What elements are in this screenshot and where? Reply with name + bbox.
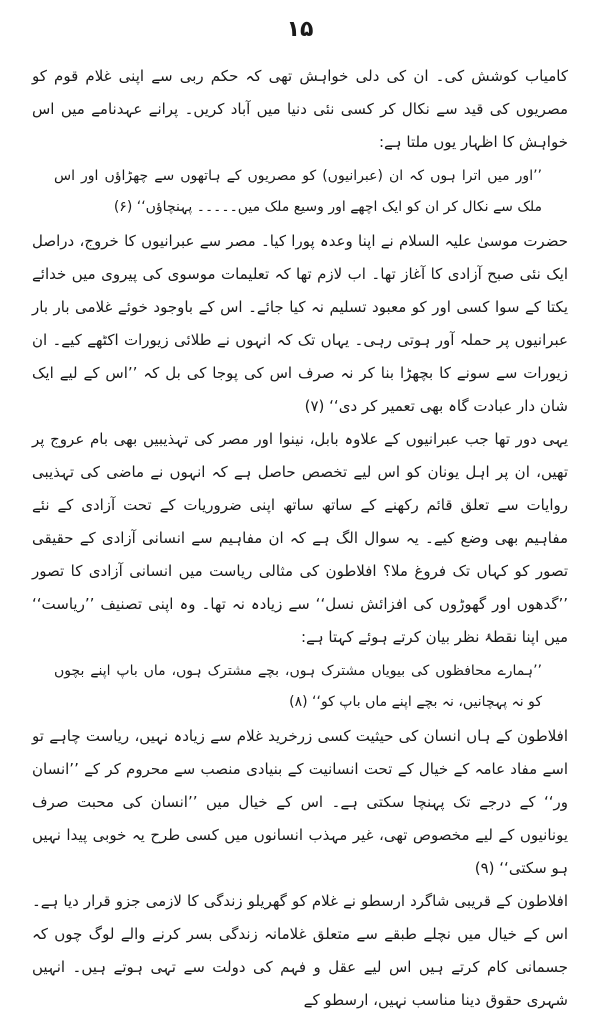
paragraph-greek-civilization: یہی دور تھا جب عبرانیوں کے علاوہ بابل، نینوا اور مصر کی تہذیبیں بھی بام عروج پر تھیں، ان پر اہل یونان کو اس لیے تخصص حاصل ہے کہ انہوں نے ماضی کی تہذیبی روایات سے تعلق قائم رکھنے کے ساتھ ساتھ اپنی ضروریات کے تحت آزادی کے نئے مفاہیم بھی وضع کیے۔ یہ سوال الگ ہے کہ ان مفاہیم سے انسانی آزادی کے حقیقی تصور کو کہاں تک فروغ ملا؟ افلاطون کی مثالی ریاست میں انسانی آزادی کا تصور ’’گدھوں اور گھوڑوں کی افزائش نسل‘‘ سے زیادہ نہ تھا۔ وہ اپنی تصنیف ’’ریاست‘‘ میں اپنا نقطۂ نظر بیان کرتے ہوئے کہتا ہے: [32, 430, 568, 646]
paragraph-moses-wish: کامیاب کوشش کی۔ ان کی دلی خواہش تھی کہ حکم ربی سے اپنی غلام قوم کو مصریوں کی قید سے نکال کر کسی نئی دنیا میں آباد کریں۔ پرانے عہدنامے میں اس خواہش کا اظہار یوں ملتا ہے: [32, 67, 568, 151]
paragraph-exodus: حضرت موسیٰ علیہ السلام نے اپنا وعدہ پورا کیا۔ مصر سے عبرانیوں کا خروج، دراصل ایک نئی صبح آزادی کا آغاز تھا۔ اب لازم تھا کہ تعلیمات موسوی کی پیروی میں خدائے یکتا کے سوا کسی اور کو معبود تسلیم نہ کیا جائے۔ اس کے باوجود خوئے غلامی بار بار عبرانیوں پر حملہ آور ہوتی رہی۔ یہاں تک کہ انہوں نے طلائی زیورات اکٹھے کیے۔ ان زیورات سے سونے کا بچھڑا بنا کر نہ صرف اس کی پوجا کی بل کہ ’’اس کے لیے ایک شان دار عبادت گاہ بھی تعمیر کر دی‘‘ (۷) [32, 232, 568, 415]
paragraph-plato-slavery: افلاطون کے ہاں انسان کی حیثیت کسی زرخرید غلام سے زیادہ نہیں، ریاست چاہے تو اسے مفاد عامہ کے خیال کے تحت انسانیت کے بنیادی منصب سے محروم کر کے ’’انسان ور‘‘ کے درجے تک پہنچا سکتی ہے۔ اس کے خیال میں ’’انسان کی محبت صرف یونانیوں کے لیے مخصوص تھی، غیر مہذب انسانوں میں کسی طرح یہ خوبی پیدا نہیں ہو سکتی‘‘ (۹) [32, 727, 568, 877]
page-number: ۱۵ [286, 17, 314, 42]
quote-republic: ’’ہمارے محافظوں کی بیویاں مشترک ہوں، بچے مشترک ہوں، ماں باپ اپنے بچوں کو نہ پہچانیں، نہ بچے اپنے ماں باپ کو‘‘ (۸) [54, 663, 542, 710]
paragraph-aristotle: افلاطون کے قریبی شاگرد ارسطو نے غلام کو گھریلو زندگی کا لازمی جزو قرار دیا ہے۔ اس کے خیال میں نچلے طبقے سے متعلق غلامانہ زندگی بسر کرنے والے لوگ چوں کہ جسمانی کام کرتے ہیں اس لیے عقل و فہم کی دولت سے تہی ہوتے ہیں۔ انہیں شہری حقوق دینا مناسب نہیں، ارسطو کے [32, 892, 568, 1009]
quote-old-testament: ’’اور میں اترا ہوں کہ ان (عبرانیوں) کو مصریوں کے ہاتھوں سے چھڑاؤں اور اس ملک سے نکال کر ان کو ایک اچھے اور وسیع ملک میں۔۔۔۔۔ پہنچاؤں‘‘ (۶) [54, 168, 542, 215]
